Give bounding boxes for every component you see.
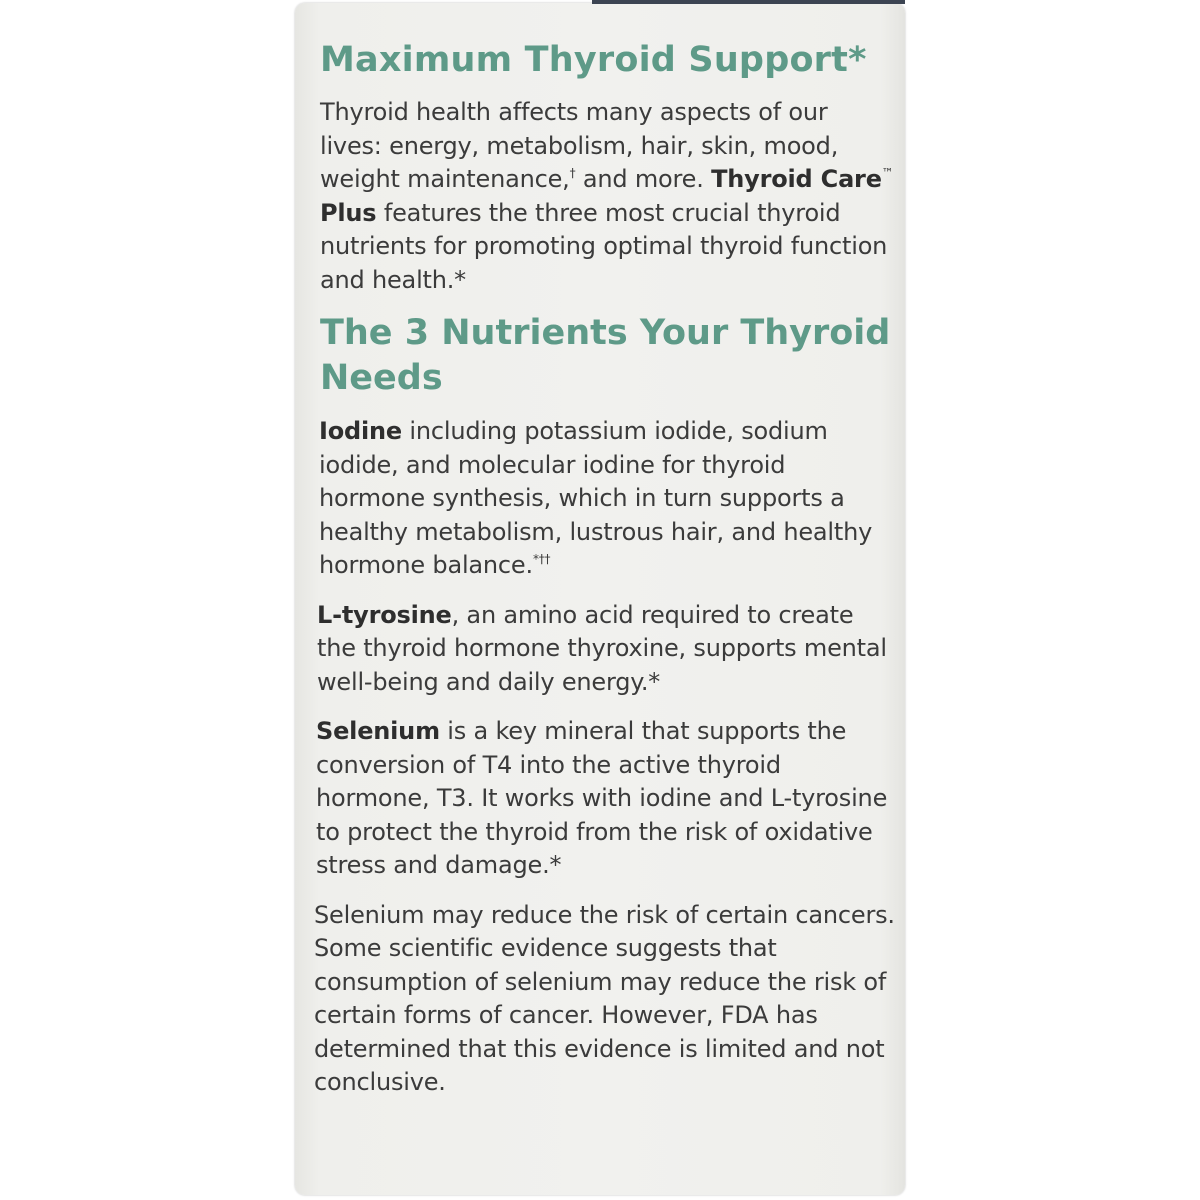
intro-text-3: features the three most crucial thyroid nutrients for promoting optimal thyroid function and health.* (320, 198, 888, 294)
nutrient-selenium (316, 715, 895, 883)
footnote-mark: *†† (532, 552, 551, 566)
nutrient-iodine (319, 415, 895, 583)
package-top-edge (592, 0, 905, 4)
trademark-mark: ™ (881, 166, 894, 180)
intro-text-1: Thyroid health affects many aspects of our lives: energy, metabolism, hair, skin, mood, weight maintenance, (320, 98, 839, 193)
nutrient-description: is a key mineral that supports the conversion of T4 into the active thyroid hormone, T3. It works with iodine and L-tyrosine to protect the thyroid from the risk of oxidative stress and damage.* (316, 717, 888, 879)
nutrient-description: , an amino acid required to create the thyroid hormone thyroxine, supports mental well-being and daily energy.* (317, 600, 887, 696)
brand-name-plus: Plus (320, 198, 377, 227)
brand-name-thyroid-care: Thyroid Care (711, 165, 882, 193)
dagger-mark: † (569, 166, 576, 180)
intro-paragraph (320, 96, 895, 297)
nutrient-name: L-tyrosine (317, 600, 452, 629)
intro-text-2: and more. (575, 165, 712, 193)
nutrient-description: including potassium iodide, sodium iodide, and molecular iodine for thyroid hormone synthesis, which in turn supports a healthy metabolism, lustrous hair, and healthy hormone balance. (319, 417, 873, 579)
heading-three-nutrients: The 3 Nutrients Your Thyroid Needs (320, 313, 891, 398)
label-text-block (314, 38, 895, 1116)
nutrient-l-tyrosine (317, 599, 895, 700)
selenium-disclaimer: Selenium may reduce the risk of certain cancers. Some scientific evidence suggests that consumption of selenium may reduce the risk of certain forms of cancer. However, FDA has determined that this evidence is limited and not conclusive. (314, 900, 895, 1096)
nutrient-name: Iodine (319, 417, 402, 445)
nutrient-name: Selenium (316, 717, 440, 745)
heading-maximum-thyroid-support: Maximum Thyroid Support* (320, 40, 867, 80)
